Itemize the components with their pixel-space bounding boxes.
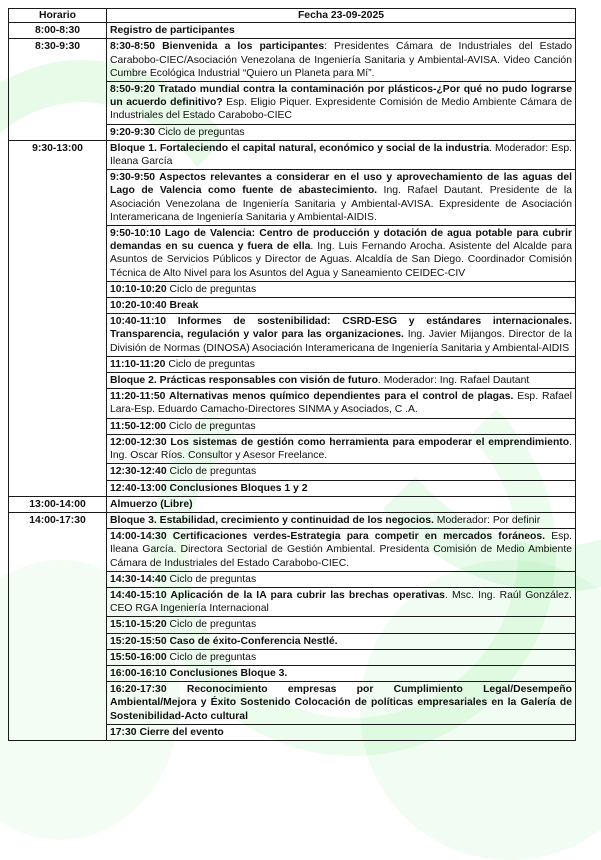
- item-detail: Ciclo de preguntas: [166, 619, 257, 631]
- item-detail: Moderador: Por definir: [433, 514, 541, 526]
- agenda-item: [107, 464, 576, 480]
- header-time: Horario: [9, 9, 107, 23]
- agenda-item: [107, 389, 576, 418]
- agenda-item: [107, 617, 576, 633]
- agenda-item: [107, 226, 576, 282]
- item-title: Registro de participantes: [110, 25, 235, 37]
- time-slot: 8:30-9:30: [9, 39, 107, 140]
- agenda-table: [8, 8, 576, 741]
- item-title: 9:30-9:50 Aspectos relevantes a considerar en el uso y aprovechamiento de las aguas del Lago de Valencia como fuente de abastecimiento.: [110, 172, 572, 197]
- item-title: 15:50-16:00: [110, 651, 167, 663]
- item-title: 14:00-14:30 Certificaciones verdes-Estrategia para competir en mercados foráneos.: [110, 531, 546, 543]
- time-slot: 8:00-8:30: [9, 23, 107, 39]
- agenda-item: [107, 82, 576, 125]
- agenda-item: [107, 170, 576, 226]
- item-title: 12:00-12:30 Los sistemas de gestión como herramienta para empoderar el emprendimiento: [110, 436, 570, 448]
- agenda-item: [107, 356, 576, 372]
- item-detail: . Msc. Ing. Raúl González. CEO RGA Ingeniería Internacional: [110, 589, 572, 615]
- item-detail: . Moderador: Esp. Ileana García: [110, 142, 573, 168]
- agenda-item: [107, 587, 576, 616]
- item-detail: Ciclo de preguntas: [155, 126, 245, 138]
- item-title: Bloque 2. Prácticas responsables con visión de futuro: [110, 375, 378, 387]
- agenda-item: [107, 39, 576, 82]
- agenda-item: [107, 124, 576, 140]
- item-title: 8:30-8:50 Bienvenida a los participantes: [110, 41, 325, 53]
- item-title: 14:40-15:10 Aplicación de la IA para cubrir las brechas operativas: [110, 589, 445, 601]
- item-detail: . Ing. Oscar Ríos. Consultor y Asesor Freelance.: [110, 436, 572, 462]
- item-detail: Ciclo de preguntas: [165, 358, 255, 370]
- item-title: 15:20-15:50 Caso de éxito-Conferencia Nestlé.: [110, 635, 338, 647]
- time-slot: 9:30-13:00: [9, 140, 107, 496]
- item-title: Almuerzo (Libre): [110, 498, 193, 510]
- item-title: 11:20-11:50 Alternativas menos químico dependientes para el control de plagas.: [110, 391, 514, 403]
- item-detail: Ciclo de preguntas: [166, 573, 257, 585]
- item-title: 11:10-11:20: [110, 358, 166, 370]
- item-title: 17:30 Cierre del evento: [110, 726, 224, 738]
- agenda-item: [107, 665, 576, 681]
- agenda-item: [107, 434, 576, 463]
- agenda-item: [107, 649, 576, 665]
- agenda-item: [107, 682, 576, 725]
- item-detail: . Moderador: Ing. Rafael Dautant: [377, 375, 530, 387]
- table-row: [9, 512, 576, 528]
- table-header-row: [9, 9, 576, 23]
- agenda-body: [9, 23, 576, 741]
- item-title: 16:00-16:10 Conclusiones Bloque 3.: [110, 667, 288, 679]
- item-title: 10:10-10:20: [110, 283, 167, 295]
- item-detail: Ciclo de preguntas: [166, 283, 257, 295]
- agenda-item: [107, 23, 576, 39]
- item-title: 11:50-12:00: [110, 420, 167, 432]
- agenda-item: [107, 281, 576, 297]
- item-detail: Ciclo de preguntas: [166, 651, 257, 663]
- item-title: 9:50-10:10 Lago de Valencia: Centro de producción y dotación de agua potable para cubrir demandas en su cuenca y fuera de ella: [110, 228, 572, 253]
- agenda-item: [107, 724, 576, 740]
- item-detail: Esp. Rafael Lara-Esp. Eduardo Camacho-Directores SINMA y Asociados, C .A.: [110, 391, 572, 416]
- item-title: 14:30-14:40: [110, 573, 167, 585]
- agenda-item: [107, 496, 576, 512]
- item-title: 12:30-12:40: [110, 466, 167, 478]
- agenda-item: [107, 298, 576, 314]
- agenda-item: [107, 512, 576, 528]
- agenda-item: [107, 571, 576, 587]
- item-title: 16:20-17:30 Reconocimiento empresas por Cumplimiento Legal/Desempeño Ambiental/Mejora y Éxito Sostenido Colocación de políticas empresariales en la Galería de Sostenibilidad-Acto cultural: [110, 684, 572, 722]
- item-title: 8:50-9:20 Tratado mundial contra la contaminación por plásticos-¿Por qué no pudo lograrse un acuerdo definitivo?: [110, 84, 572, 109]
- item-detail: Ing. Javier Mijangos. Director de la División de Normas (DINOSA) Asociación Interamericana de Ingeniería Sanitaria y Ambiental-AIDIS: [110, 329, 573, 354]
- table-row: [9, 496, 576, 512]
- item-title: 10:20-10:40 Break: [110, 300, 199, 312]
- item-detail: Ciclo de preguntas: [166, 420, 256, 432]
- time-slot: 14:00-17:30: [9, 512, 107, 740]
- item-title: 9:20-9:30: [110, 126, 156, 138]
- item-detail: . Ing. Luis Fernando Arocha. Asistente del Alcalde para Asuntos de Servicios Públicos y Director de Aguas. Alcaldía de San Diego. Coordinador Comisión Técnica de Alto Nivel para los Asuntos del Agua y Saneamiento CEIDEC-CIV: [110, 241, 572, 279]
- agenda-item: [107, 314, 576, 357]
- header-date: Fecha 23-09-2025: [107, 9, 576, 23]
- table-row: [9, 23, 576, 39]
- item-detail: : Presidentes Cámara de Industriales del Estado Carabobo-CIEC/Asociación Venezolana de Ingeniería Sanitaria y Ambiental-AVISA. Video Canción Cumbre Ecológica Industrial “Quiero un Planeta para Mí”.: [110, 41, 572, 79]
- time-slot: 13:00-14:00: [9, 496, 107, 512]
- agenda-item: [107, 480, 576, 496]
- item-title: 10:40-11:10 Informes de sostenibilidad: CSRD-ESG y estándares internacionales. Transparencia, regulación y valor para las organizaciones.: [110, 316, 572, 341]
- table-row: [9, 39, 576, 82]
- item-title: 15:10-15:20: [110, 619, 167, 631]
- item-title: Bloque 1. Fortaleciendo el capital natural, económico y social de la industria: [110, 142, 490, 154]
- agenda-item: [107, 633, 576, 649]
- table-row: [9, 140, 576, 169]
- item-detail: Esp. Ileana García. Directora Sectorial de Gestión Ambiental. Presidenta Comisión de Medio Ambiente Cámara de Industriales del Estado Carabobo-CIEC.: [110, 531, 572, 569]
- item-title: Bloque 3. Estabilidad, crecimiento y continuidad de los negocios.: [110, 514, 434, 526]
- agenda-item: [107, 373, 576, 389]
- agenda-item: [107, 140, 576, 169]
- item-detail: Ciclo de preguntas: [166, 466, 257, 478]
- item-detail: Esp. Eligio Piquer. Expresidente Comisión de Medio Ambiente Cámara de Industriales del Estado Carabobo-CIEC: [110, 97, 572, 122]
- item-detail: Ing. Rafael Dautant. Presidente de la Asociación Venezolana de Ingeniería Sanitaria y Ambiental-AVISA. Expresidente de Asociación Interamericana de Ingeniería Sanitaria y Ambiental-AIDIS.: [110, 185, 572, 223]
- agenda-item: [107, 529, 576, 572]
- agenda-item: [107, 418, 576, 434]
- item-title: 12:40-13:00 Conclusiones Bloques 1 y 2: [110, 482, 308, 494]
